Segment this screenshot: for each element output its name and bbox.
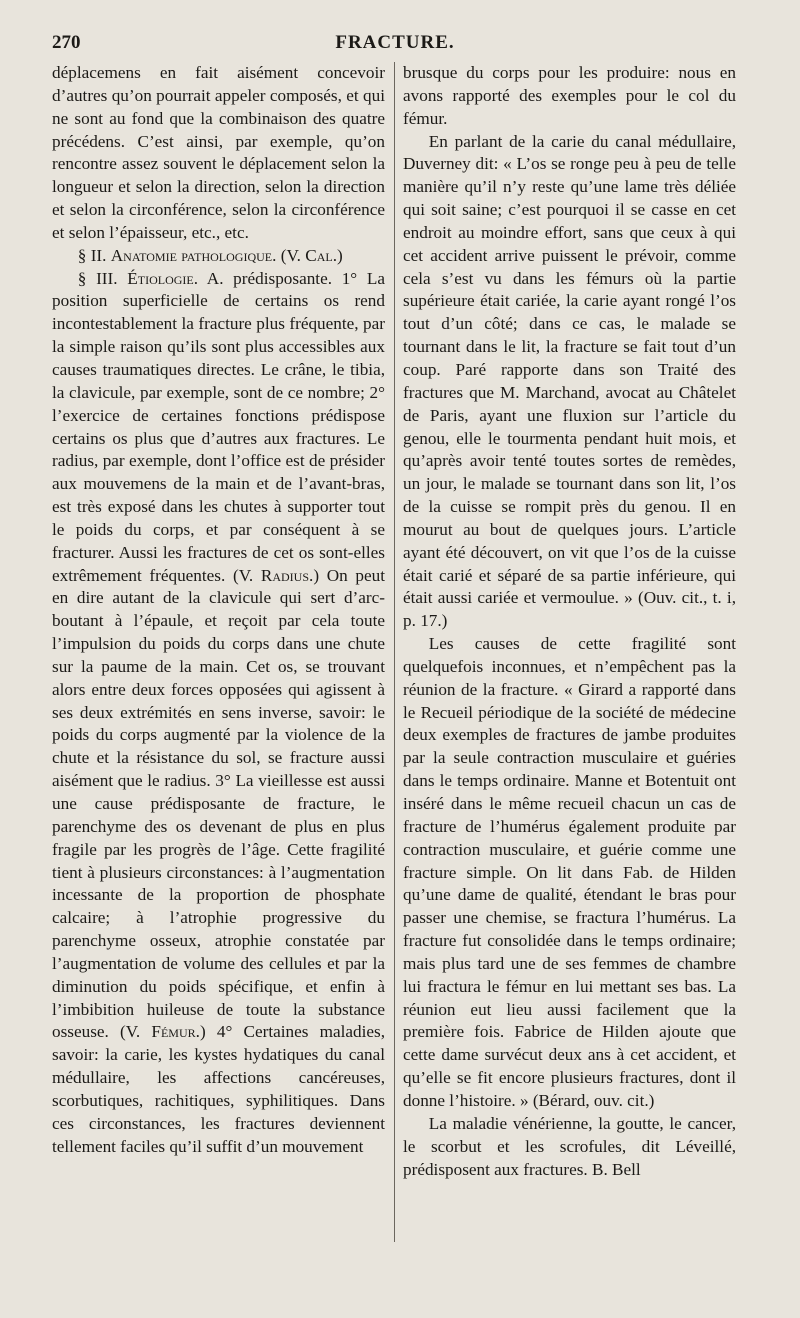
page-number: 270 (52, 32, 81, 53)
paragraph: En parlant de la carie du canal médullaire, Duverney dit: « L’os se ronge peu à peu de telle manière qu’il n’y reste qu’une lame très déliée qui soit saine; c’est pourquoi il se casse en cet endroit au moindre effort, sans que ceux à qui cet accident arrive puissent le prévoir, comme cela s’est vu dans les fémurs où la partie supérieure était cariée, la carie ayant rongé l’os tout d’un côté; dans ce cas, le malade se tournant dans le lit, la fracture se fait tout d’un coup. Paré rapporte dans son Traité des fractures que M. Marchand, avocat au Châtelet de Paris, ayant une fluxion sur l’article du genou, elle le tourmenta pendant huit mois, et qu’après avoir tenté toutes sortes de remèdes, un jour, le malade se tournant dans son lit, l’os de la cuisse se rompit près du genou. Il en mourut au bout de quelques jours. L’article ayant été découvert, on vit que l’os de la cuisse était carié et séparé de sa partie inférieure, qui était aussi cariée et vermoulue. » (Ouv. cit., t. i, p. 17.) (403, 131, 736, 631)
column-divider (394, 62, 395, 1242)
section-heading-anatomie: § II. Anatomie pathologique. (V. Cal.) (77, 245, 343, 265)
paragraph: brusque du corps pour les produire: nous en avons rapporté des exemples pour le col du fémur. (403, 63, 736, 128)
running-title: FRACTURE. (335, 32, 455, 53)
paragraph: Les causes de cette fragilité sont quelquefois inconnues, et n’empêchent pas la réunion de la fracture. « Girard a rapporté dans le Recueil périodique de la société de médecine deux exemples de fractures de jambe produites par la seule contraction musculaire et guéries dans le temps ordinaire. Manne et Botentuit ont inséré dans le même recueil chacun un cas de fracture de l’humérus également produite par contraction musculaire, et guérie comme une fracture simple. On lit dans Fab. de Hilden qu’une dame de qualité, étendant le bras pour passer une chemise, se fractura l’humérus. La fracture fut consolidée dans le temps ordinaire; mais plus tard une de ses femmes de chambre lui fractura le fémur en lui mettant ses bas. La réunion eut lieu aussi facilement que la première fois. Fabrice de Hilden ajoute que cette dame survécut deux ans à cet accident, et qu’elle se fit encore plusieurs fractures, dont il donne l’histoire. » (Bérard, ouv. cit.) (403, 634, 736, 1110)
page-header (52, 32, 738, 58)
section-etiologie: § III. Étiologie. A. prédisposante. 1° La position superficielle de certains os rend incontestablement la fracture plus fréquente, par la simple raison qu’ils sont plus accessibles aux causes traumatiques directes. Le crâne, le tibia, la clavicule, par exemple, sont de ce nombre; 2° l’exercice de certaines fonctions prédispose certains os plus que d’autres aux fractures. Le radius, par exemple, dont l’office est de présider aux mouvemens de la main et de l’avant-bras, est très exposé dans les chutes à supporter tout le poids du corps, et par conséquent à se fracturer. Aussi les fractures de cet os sont-elles extrêmement fréquentes. (V. Radius.) On peut en dire autant de la clavicule qui sert d’arc-boutant à l’épaule, et reçoit par cela toute l’impulsion du poids du corps dans une chute sur la paume de la main. Cet os, se trouvant alors entre deux forces opposées qui agissent à ses deux extrémités en sens inverse, savoir: le poids du corps augmenté par la violence de la chute et la résistance du sol, se fracture aussi aisément que le radius. 3° La vieillesse est aussi une cause prédisposante de fracture, le parenchyme des os devenant de plus en plus fragile par les progrès de l’âge. Cette fragilité tient à plusieurs circonstances: à l’augmentation incessante de la proportion de phosphate calcaire; à l’atrophie progressive du parenchyme osseux, atrophie constatée par l’augmentation de volume des cellules et par la diminution du poids spécifique, et enfin à l’imbibition huileuse de toute la substance osseuse. (V. Fémur.) 4° Certaines maladies, savoir: la carie, les kystes hydatiques du canal médullaire, les affections cancéreuses, scorbutiques, rachitiques, syphilitiques. Dans ces circonstances, les fractures deviennent tellement faciles qu’il suffit d’un mouvement (52, 268, 386, 1156)
paragraph: déplacemens en fait aisément concevoir d’autres qu’on pourrait appeler composés, et qui ne sont au fond que la combinaison des quatre précédens. C’est ainsi, par exemple, qu’on rencontre assez souvent le déplacement selon la longueur et selon la direction, selon la direction et selon la circonférence, selon la circonférence et selon l’épaisseur, etc., etc. (52, 63, 385, 242)
right-column (403, 62, 736, 1181)
left-column (52, 62, 385, 1159)
paragraph: La maladie vénérienne, la goutte, le cancer, le scorbut et les scrofules, dit Léveillé, prédisposent aux fractures. B. Bell (403, 1113, 736, 1179)
